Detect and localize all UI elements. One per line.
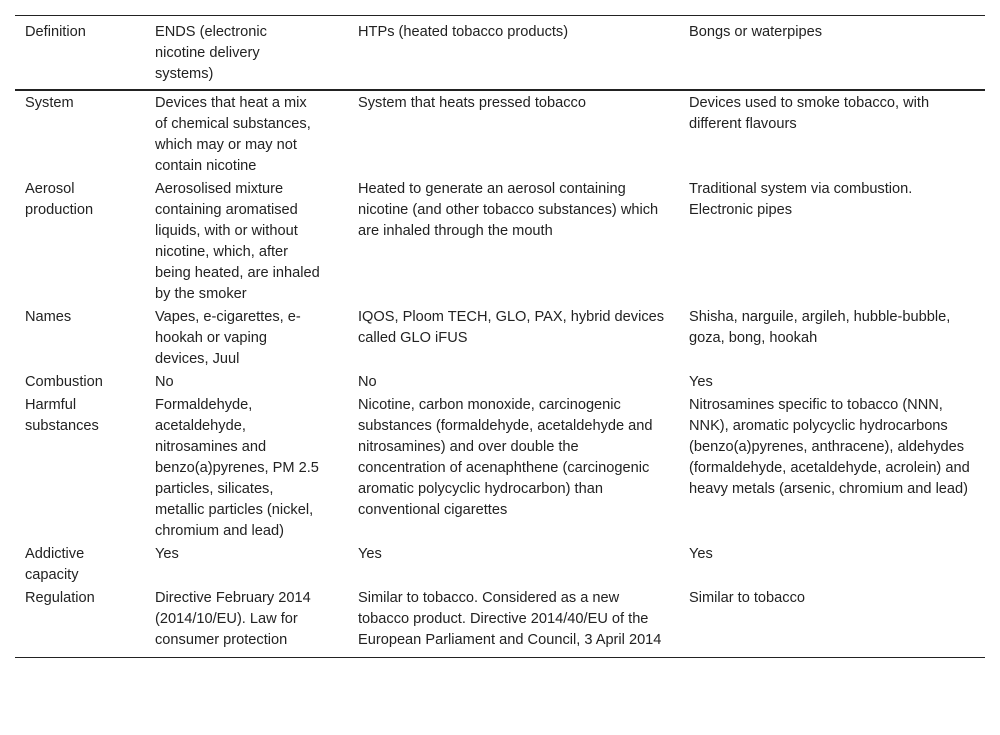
cell-ends: [145, 544, 348, 588]
header-row: [15, 16, 985, 91]
cell-ends-text: Directive February 2014 (2014/10/EU). Law for consumer protection: [155, 590, 311, 648]
cell-htps: IQOS, Ploom TECH, GLO, PAX, hybrid devices called GLO iFUS: [358, 309, 665, 346]
cell-bongs: Traditional system via combustion. Electronic pipes: [689, 181, 913, 218]
table-header: [15, 16, 985, 91]
header-htps-text: HTPs (heated tobacco products): [358, 24, 569, 40]
cell-ends: [145, 90, 348, 179]
comparison-table-container: [15, 15, 985, 658]
cell-ends: [145, 307, 348, 372]
header-definition: [15, 16, 145, 91]
header-htps: [348, 16, 679, 91]
comparison-table: [15, 15, 985, 658]
row-label: Aerosol production: [25, 181, 94, 218]
cell-ends-text: Vapes, e-cigarettes, e-hookah or vaping devices, Juul: [155, 309, 301, 367]
cell-ends: [145, 179, 348, 307]
cell-htps: No: [358, 374, 377, 390]
cell-bongs: Yes: [689, 374, 713, 390]
table-row: [15, 372, 985, 395]
header-bongs-text: Bongs or waterpipes: [689, 24, 823, 40]
row-label: System: [25, 95, 74, 111]
row-label: Harmful substances: [25, 397, 99, 434]
row-label: Addictive capacity: [25, 546, 85, 583]
table-row: [15, 395, 985, 544]
table-body: [15, 90, 985, 658]
row-label: Regulation: [25, 590, 95, 606]
cell-ends: [145, 372, 348, 395]
cell-ends: [145, 395, 348, 544]
table-row: [15, 588, 985, 658]
cell-ends: [145, 588, 348, 658]
cell-bongs: Devices used to smoke tobacco, with different flavours: [689, 95, 930, 132]
header-bongs: [679, 16, 985, 91]
header-ends: [145, 16, 348, 91]
cell-htps: Nicotine, carbon monoxide, carcinogenic substances (formaldehyde, acetaldehyde and nitrosamines) and over double the concentration of acenaphthene (carcinogenic aromatic polycyclic hydrocarbon) than conventional cigarettes: [358, 397, 653, 518]
cell-htps: System that heats pressed tobacco: [358, 95, 586, 111]
table-row: [15, 179, 985, 307]
cell-bongs: Similar to tobacco: [689, 590, 805, 606]
cell-ends-text: Yes: [155, 546, 179, 562]
cell-ends-text: Aerosolised mixture containing aromatised liquids, with or without nicotine, which, after being heated, are inhaled by the smoker: [155, 181, 320, 302]
cell-ends-text: Formaldehyde, acetaldehyde, nitrosamines and benzo(a)pyrenes, PM 2.5 particles, silicates, metallic particles (nickel, chromium and lead): [155, 397, 319, 539]
table-row: [15, 307, 985, 372]
cell-bongs: Nitrosamines specific to tobacco (NNN, NNK), aromatic polycyclic hydrocarbons (benzo(a)pyrenes, anthracene), aldehydes (formaldehyde, acetaldehyde, acrolein) and heavy metals (arsenic, chromium and lead): [689, 397, 970, 497]
table-row: [15, 90, 985, 179]
cell-htps: Heated to generate an aerosol containing nicotine (and other tobacco substances) which are inhaled through the mouth: [358, 181, 659, 239]
cell-ends-text: Devices that heat a mix of chemical substances, which may or may not contain nicotine: [155, 95, 311, 174]
cell-htps: Yes: [358, 546, 382, 562]
cell-bongs: Shisha, narguile, argileh, hubble-bubble, goza, bong, hookah: [689, 309, 951, 346]
header-definition-text: Definition: [25, 24, 86, 40]
header-ends-text: ENDS (electronic nicotine delivery systems): [155, 24, 267, 82]
table-row: [15, 544, 985, 588]
row-label: Combustion: [25, 374, 103, 390]
row-label: Names: [25, 309, 72, 325]
cell-bongs: Yes: [689, 546, 713, 562]
cell-ends-text: No: [155, 374, 174, 390]
cell-htps: Similar to tobacco. Considered as a new tobacco product. Directive 2014/40/EU of the European Parliament and Council, 3 April 2014: [358, 590, 662, 648]
